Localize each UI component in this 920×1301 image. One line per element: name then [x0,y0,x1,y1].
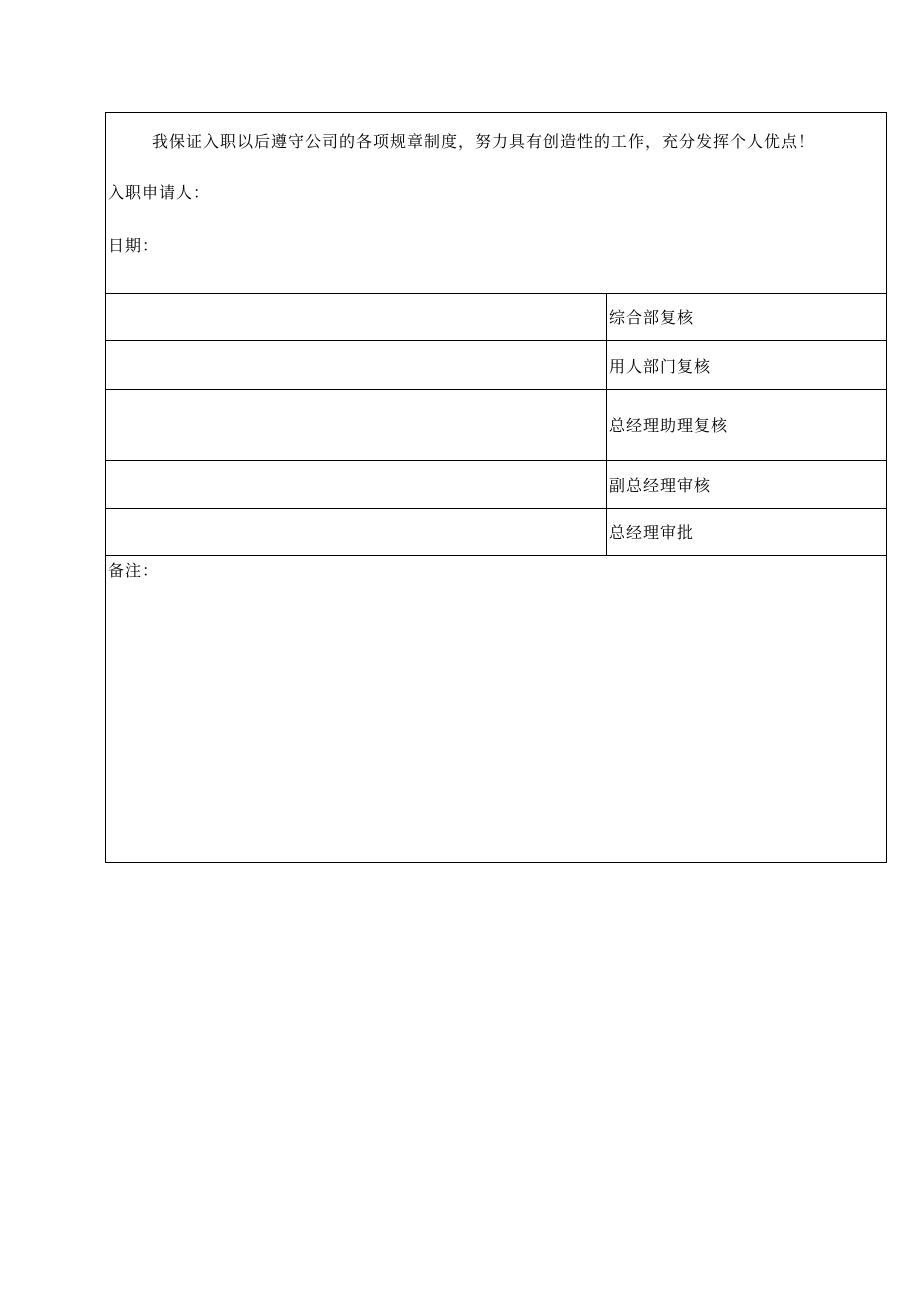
remarks-label: 备注： [108,561,160,580]
gm-assistant-review-label: 总经理助理复核 [609,416,729,435]
review-row-gm-assistant [106,390,886,461]
hiring-dept-signature-cell[interactable] [106,341,607,389]
review-row-gm [106,509,886,556]
deputy-gm-signature-cell[interactable] [106,461,607,508]
gm-approval-label: 总经理审批 [609,523,695,542]
general-dept-review-label: 综合部复核 [609,308,695,327]
date-field[interactable]: 日期： [108,236,160,255]
review-row-general-dept [106,294,886,341]
onboarding-approval-form [105,112,887,863]
gm-signature-cell[interactable] [106,509,607,555]
remarks-section[interactable] [106,556,886,862]
applicant-signature-field[interactable]: 入职申请人： [108,183,211,202]
declaration-statement: 我保证入职以后遵守公司的各项规章制度，努力具有创造性的工作，充分发挥个人优点！ [152,132,816,151]
review-row-hiring-dept [106,341,886,390]
deputy-gm-review-label: 副总经理审核 [609,476,712,495]
review-row-deputy-gm [106,461,886,509]
general-dept-signature-cell[interactable] [106,294,607,340]
hiring-dept-review-label: 用人部门复核 [609,357,712,376]
declaration-section [106,113,886,294]
gm-assistant-signature-cell[interactable] [106,390,607,460]
